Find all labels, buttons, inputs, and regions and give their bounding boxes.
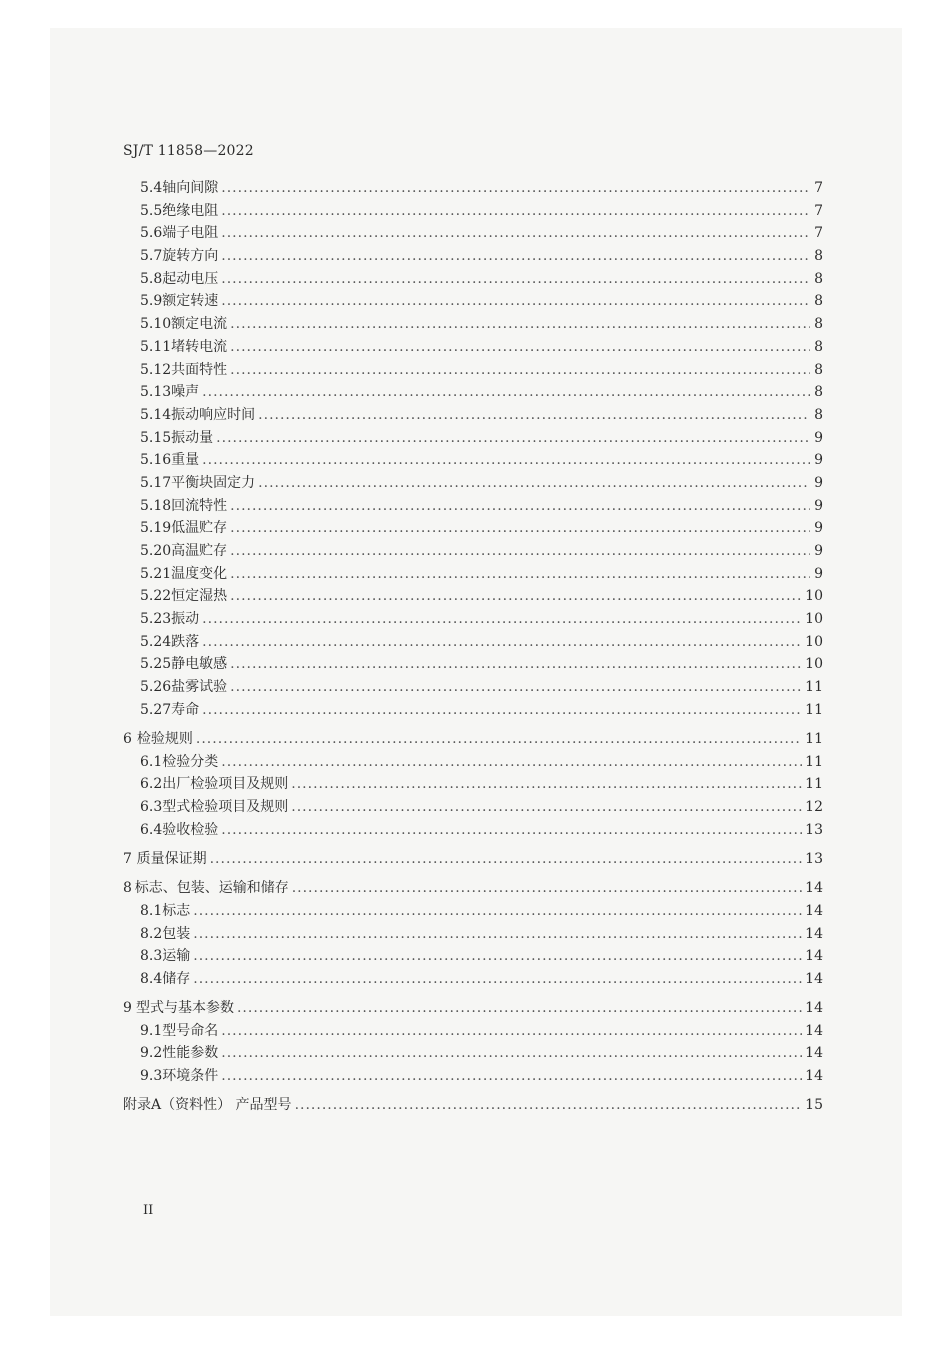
toc-entry[interactable] (123, 517, 823, 540)
toc-entry[interactable] (123, 728, 823, 751)
toc-entry[interactable] (123, 177, 823, 200)
toc-entry[interactable] (123, 848, 823, 871)
toc-entry-number: 9 (123, 1000, 132, 1017)
toc-entry-page: 9 (814, 429, 823, 446)
toc-entry[interactable] (123, 923, 823, 946)
document-header: SJ/T 11858—2022 (123, 143, 254, 159)
toc-dot-leader (202, 699, 802, 722)
toc-entry-title: 储存 (162, 970, 191, 987)
toc-dot-leader (221, 819, 802, 842)
toc-dot-leader (292, 877, 802, 900)
toc-entry-title: 检验分类 (162, 753, 219, 770)
toc-entry-title: 型式与基本参数 (135, 1000, 234, 1017)
toc-entry-page: 11 (805, 701, 823, 718)
toc-entry[interactable] (123, 313, 823, 336)
toc-entry-page: 9 (814, 565, 823, 582)
toc-entry[interactable] (123, 1094, 823, 1117)
toc-entry-title: 检验规则 (136, 731, 193, 747)
toc-entry-title: 型号命名 (162, 1022, 219, 1039)
toc-entry-title: 附录A（资料性） 产品型号 (123, 1097, 292, 1114)
toc-entry-title: 标志 (162, 902, 191, 919)
toc-entry[interactable] (123, 290, 823, 313)
toc-entry-page: 13 (805, 821, 823, 838)
toc-entry-page: 14 (805, 1068, 823, 1085)
toc-dot-leader (216, 427, 810, 450)
toc-dot-leader (202, 631, 802, 654)
toc-entry-title: 振动量 (171, 429, 214, 446)
toc-entry-page: 14 (805, 1045, 823, 1062)
toc-entry[interactable] (123, 449, 823, 472)
toc-entry-number: 5.6 (140, 225, 163, 242)
toc-entry-page: 8 (814, 270, 823, 287)
toc-entry-number: 5.7 (140, 248, 163, 265)
toc-dot-leader (221, 200, 810, 223)
toc-entry[interactable] (123, 404, 823, 427)
toc-entry[interactable] (123, 336, 823, 359)
toc-entry-number: 6.3 (140, 799, 163, 816)
toc-entry-number: 8.1 (140, 902, 163, 919)
toc-dot-leader (221, 1065, 802, 1088)
toc-entry-number: 8 (123, 880, 132, 897)
toc-entry-number: 5.9 (140, 293, 163, 310)
toc-dot-leader (202, 381, 810, 404)
toc-entry-title: 绝缘电阻 (162, 202, 219, 219)
toc-entry-title: 跌落 (171, 633, 200, 650)
toc-entry-number: 6 (123, 731, 132, 747)
toc-dot-leader (295, 1094, 803, 1117)
toc-entry-number: 9.1 (140, 1022, 163, 1039)
toc-entry-number: 6.4 (140, 821, 163, 838)
toc-entry-number: 5.13 (140, 384, 172, 401)
toc-entry[interactable] (123, 819, 823, 842)
toc-dot-leader (221, 1042, 802, 1065)
toc-dot-leader (210, 848, 803, 871)
toc-entry-title: 寿命 (171, 701, 200, 718)
toc-dot-leader (230, 336, 810, 359)
toc-dot-leader (221, 268, 810, 291)
toc-entry[interactable] (123, 245, 823, 268)
toc-entry[interactable] (123, 796, 823, 819)
toc-dot-leader (193, 968, 802, 991)
toc-dot-leader (193, 923, 802, 946)
toc-entry-page: 14 (805, 902, 823, 919)
toc-entry[interactable] (123, 540, 823, 563)
toc-entry-number: 9.3 (140, 1068, 163, 1085)
toc-entry-page: 8 (814, 406, 823, 423)
toc-entry-title: 验收检验 (162, 821, 219, 838)
toc-entry-title: 温度变化 (171, 565, 228, 582)
toc-entry-number: 5.26 (140, 679, 172, 696)
toc-dot-leader (193, 945, 802, 968)
toc-entry[interactable] (123, 877, 823, 900)
toc-entry-number: 5.22 (140, 588, 172, 605)
toc-entry-number: 5.15 (140, 429, 172, 446)
toc-entry-number: 6.1 (140, 753, 163, 770)
toc-entry-number: 7 (123, 850, 132, 867)
toc-dot-leader (202, 608, 802, 631)
toc-entry-page: 10 (805, 633, 823, 650)
toc-dot-leader (193, 900, 802, 923)
toc-entry-title: 振动响应时间 (171, 406, 256, 423)
toc-entry-number: 5.25 (140, 656, 172, 673)
toc-entry-title: 振动 (171, 611, 200, 628)
toc-dot-leader (237, 997, 802, 1020)
toc-entry-title: 静电敏感 (171, 656, 228, 673)
toc-entry-page: 9 (814, 520, 823, 537)
toc-entry[interactable] (123, 1042, 823, 1065)
toc-entry-number: 5.20 (140, 543, 172, 559)
toc-entry-title: 运输 (162, 948, 191, 965)
toc-dot-leader (230, 313, 810, 336)
toc-entry[interactable] (123, 381, 823, 404)
toc-entry-title: 额定电流 (171, 316, 228, 333)
toc-entry-number: 6.2 (140, 776, 163, 793)
toc-entry-number: 5.18 (140, 497, 172, 514)
toc-entry-number: 5.16 (140, 452, 172, 469)
toc-entry-title: 重量 (171, 452, 200, 469)
toc-entry-number: 5.4 (140, 180, 163, 196)
toc-dot-leader (221, 177, 810, 200)
toc-entry[interactable] (123, 427, 823, 450)
toc-entry[interactable] (123, 751, 823, 774)
toc-entry-page: 8 (814, 293, 823, 310)
toc-dot-leader (258, 472, 810, 495)
toc-entry-title: 包装 (162, 925, 191, 942)
toc-entry-page: 11 (805, 679, 823, 696)
toc-entry-page: 14 (805, 948, 823, 965)
toc-entry-number: 5.5 (140, 202, 163, 219)
toc-entry[interactable] (123, 268, 823, 291)
toc-entry-page: 8 (814, 248, 823, 265)
toc-entry-title: 旋转方向 (162, 248, 219, 265)
toc-entry[interactable] (123, 968, 823, 991)
toc-entry-page: 11 (805, 753, 823, 770)
toc-entry-page: 10 (805, 611, 823, 628)
toc-entry-page: 8 (814, 338, 823, 355)
toc-entry-page: 9 (814, 497, 823, 514)
toc-entry-number: 5.8 (140, 270, 163, 287)
toc-entry-page: 7 (814, 225, 823, 242)
toc-dot-leader (221, 1020, 802, 1043)
toc-entry-page: 8 (814, 361, 823, 378)
toc-entry-page: 8 (814, 384, 823, 401)
toc-entry[interactable] (123, 699, 823, 722)
toc-entry-title: 性能参数 (162, 1045, 219, 1062)
toc-entry[interactable] (123, 900, 823, 923)
toc-entry-title: 出厂检验项目及规则 (162, 776, 289, 793)
toc-entry-page: 9 (814, 474, 823, 491)
toc-entry-page: 14 (805, 925, 823, 942)
toc-dot-leader (230, 495, 810, 518)
toc-entry-page: 8 (814, 316, 823, 333)
toc-entry-number: 5.27 (140, 701, 172, 718)
toc-entry-title: 噪声 (171, 384, 200, 401)
page-number: II (143, 1203, 154, 1218)
toc-entry[interactable] (123, 631, 823, 654)
toc-entry[interactable] (123, 1020, 823, 1043)
toc-dot-leader (202, 449, 810, 472)
toc-dot-leader (230, 676, 802, 699)
toc-entry-number: 5.14 (140, 406, 172, 423)
toc-dot-leader (258, 404, 810, 427)
toc-entry-page: 11 (805, 776, 823, 793)
toc-dot-leader (230, 540, 810, 563)
toc-entry-title: 共面特性 (171, 361, 228, 378)
toc-entry-number: 5.10 (140, 316, 172, 333)
toc-entry-page: 10 (805, 588, 823, 605)
toc-entry-title: 回流特性 (171, 497, 228, 514)
toc-dot-leader (230, 585, 802, 608)
toc-entry-page: 13 (805, 850, 823, 867)
toc-entry-title: 平衡块固定力 (171, 474, 256, 491)
toc-dot-leader (221, 290, 810, 313)
toc-entry[interactable] (123, 945, 823, 968)
toc-entry[interactable] (123, 495, 823, 518)
toc-entry-page: 12 (805, 799, 823, 816)
toc-entry[interactable] (123, 563, 823, 586)
toc-entry[interactable] (123, 653, 823, 676)
toc-entry-title: 质量保证期 (136, 850, 207, 867)
toc-entry-number: 8.2 (140, 925, 163, 942)
toc-entry-number: 5.17 (140, 474, 172, 491)
toc-dot-leader (230, 563, 810, 586)
toc-entry-title: 环境条件 (162, 1068, 219, 1085)
toc-entry[interactable] (123, 200, 823, 223)
toc-entry-title: 盐雾试验 (171, 679, 228, 696)
toc-entry-page: 7 (814, 202, 823, 219)
toc-entry[interactable] (123, 773, 823, 796)
toc-entry-page: 14 (805, 970, 823, 987)
toc-entry-title: 高温贮存 (171, 543, 228, 559)
toc-entry-number: 8.4 (140, 970, 163, 987)
toc-entry-title: 轴向间隙 (162, 180, 219, 196)
toc-entry[interactable] (123, 997, 823, 1020)
toc-entry-page: 9 (814, 543, 823, 559)
toc-dot-leader (221, 751, 802, 774)
toc-entry[interactable] (123, 1065, 823, 1088)
toc-entry[interactable] (123, 608, 823, 631)
toc-dot-leader (230, 653, 802, 676)
toc-entry[interactable] (123, 585, 823, 608)
toc-dot-leader (230, 359, 810, 382)
toc-entry-page: 11 (805, 731, 823, 747)
toc-entry[interactable] (123, 472, 823, 495)
toc-dot-leader (291, 773, 802, 796)
toc-entry-number: 5.23 (140, 611, 172, 628)
toc-entry-number: 5.11 (140, 338, 172, 355)
toc-entry-number: 5.12 (140, 361, 172, 378)
toc-entry-page: 7 (814, 180, 823, 196)
toc-entry-title: 型式检验项目及规则 (162, 799, 289, 816)
toc-entry-title: 额定转速 (162, 293, 219, 310)
toc-entry-title: 低温贮存 (171, 520, 228, 537)
toc-entry-number: 5.24 (140, 633, 172, 650)
toc-entry[interactable] (123, 359, 823, 382)
toc-entry-number: 5.19 (140, 520, 172, 537)
toc-entry-number: 5.21 (140, 565, 172, 582)
toc-entry-number: 9.2 (140, 1045, 163, 1062)
toc-entry-page: 14 (805, 1000, 823, 1017)
toc-entry-page: 14 (805, 880, 823, 897)
toc-entry-page: 10 (805, 656, 823, 673)
toc-entry-title: 恒定湿热 (171, 588, 228, 605)
toc-dot-leader (221, 245, 810, 268)
toc-entry-title: 端子电阻 (162, 225, 219, 242)
toc-dot-leader (230, 517, 810, 540)
toc-dot-leader (291, 796, 802, 819)
toc-entry-page: 14 (805, 1022, 823, 1039)
toc-entry-title: 起动电压 (162, 270, 219, 287)
toc-entry-title: 标志、包装、运输和储存 (134, 880, 289, 897)
toc-entry[interactable] (123, 676, 823, 699)
toc-entry[interactable] (123, 222, 823, 245)
toc-entry-title: 堵转电流 (171, 338, 228, 355)
toc-entry-number: 8.3 (140, 948, 163, 965)
toc-dot-leader (196, 728, 802, 751)
toc-entry-page: 9 (814, 452, 823, 469)
toc-dot-leader (221, 222, 810, 245)
table-of-contents (123, 177, 823, 1117)
toc-entry-page: 15 (805, 1097, 823, 1114)
